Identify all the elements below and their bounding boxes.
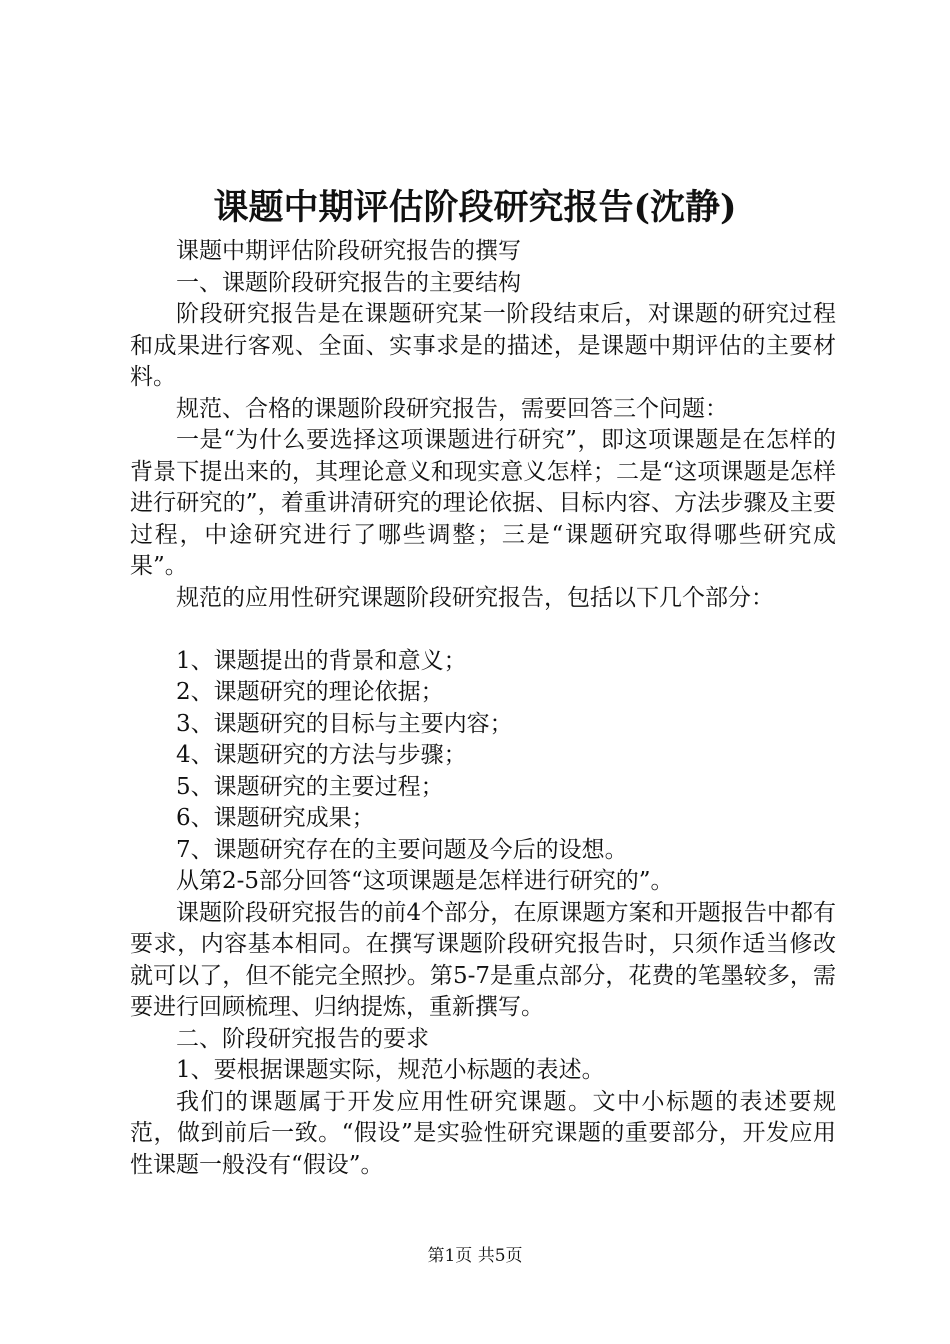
subsection-heading: 1、要根据课题实际，规范小标题的表述。 [176,1057,605,1083]
body-paragraph: 从第2-5部分回答“这项课题是怎样进行研究的”。 [176,868,674,894]
list-item: 3、课题研究的目标与主要内容； [176,710,513,737]
section-heading-structure: 一、课题阶段研究报告的主要结构 [176,269,521,296]
body-paragraph: 规范的应用性研究课题阶段研究报告，包括以下几个部分： [176,584,774,611]
body-paragraph: 一是“为什么要选择这项课题进行研究”，即这项课题是在怎样的背景下提出来的，其理论意义和现实意义怎样；二是“这项课题是怎样进行研究的”，着重讲清研究的理论依据、目标内容、方法步骤及主要过程，中途研究进行了哪些调整；三是“课题研究取得哪些研究成果”。 [130,427,836,579]
body-paragraph: 规范、合格的课题阶段研究报告，需要回答三个问题： [176,395,728,422]
list-item: 5、课题研究的主要过程； [176,773,444,800]
list-item: 6、课题研究成果； [176,805,375,831]
list-item: 1、课题提出的背景和意义； [176,647,467,674]
body-paragraph: 阶段研究报告是在课题研究某一阶段结束后，对课题的研究过程和成果进行客观、全面、实事求是的描述，是课题中期评估的主要材料。 [130,301,836,390]
list-item: 2、课题研究的理论依据； [176,679,444,705]
page-footer: 第1页 共5页 [427,1246,523,1266]
subtitle-paragraph: 课题中期评估阶段研究报告的撰写 [176,238,521,264]
body-paragraph: 我们的课题属于开发应用性研究课题。文中小标题的表述要规范，做到前后一致。“假设”是实验性研究课题的重要部分，开发应用性课题一般没有“假设”。 [130,1088,836,1178]
list-item: 4、课题研究的方法与步骤； [176,742,467,768]
list-item: 7、课题研究存在的主要问题及今后的设想。 [176,836,628,863]
page-title: 课题中期评估阶段研究报告(沈静) [213,187,737,228]
document-body [130,236,836,1181]
section-heading-requirements: 二、阶段研究报告的要求 [176,1025,429,1052]
body-paragraph: 课题阶段研究报告的前4个部分，在原课题方案和开题报告中都有要求，内容基本相同。在撰写课题阶段研究报告时，只须作适当修改就可以了，但不能完全照抄。第5-7是重点部分，花费的笔墨较多，需要进行回顾梳理、归纳提炼，重新撰写。 [130,899,836,1020]
